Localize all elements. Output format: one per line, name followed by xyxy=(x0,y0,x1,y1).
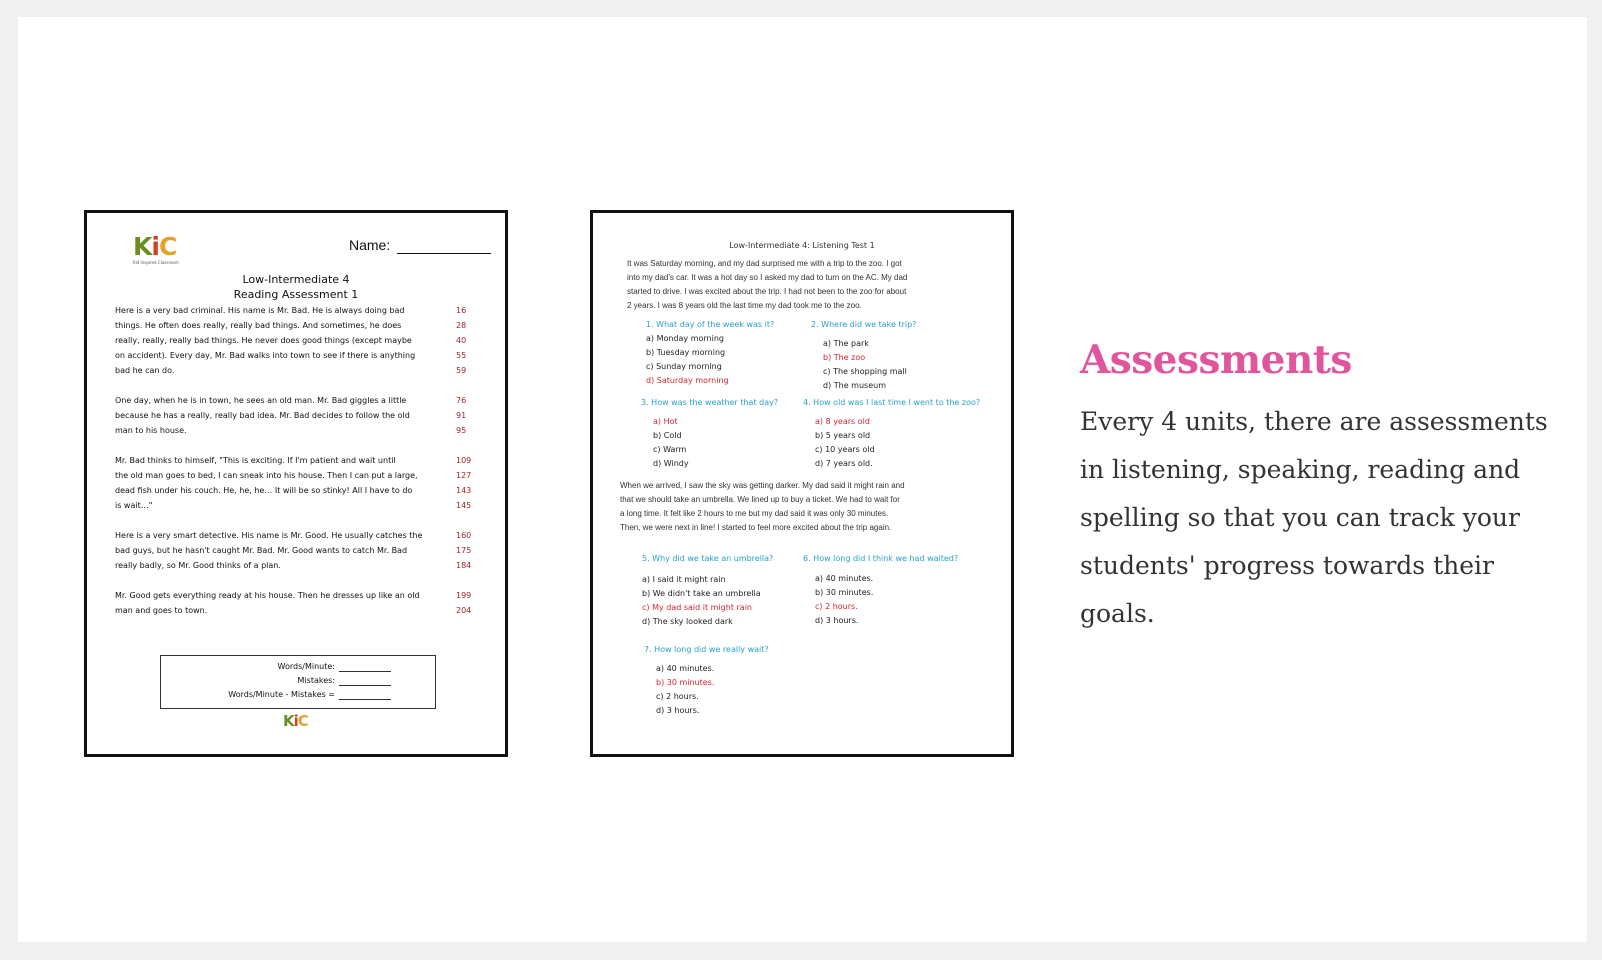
answer-option: a) Monday morning xyxy=(646,334,724,343)
reading-title-line-1: Low-Intermediate 4 xyxy=(242,273,350,286)
word-count: 184 xyxy=(456,561,472,570)
story-line: When we arrived, I saw the sky was getting darker. My dad said it might rain and xyxy=(620,481,905,490)
reading-line: bad guys, but he hasn't caught Mr. Bad. Mr. Good wants to catch Mr. Bad xyxy=(115,546,408,555)
reading-assessment-sheet xyxy=(84,210,508,757)
answer-option: d) 7 years old. xyxy=(815,459,873,468)
reading-line: man to his house. xyxy=(115,426,187,435)
answer-option: a) I said it might rain xyxy=(642,575,726,584)
feature-heading: Assessments xyxy=(1080,337,1352,383)
word-count: 59 xyxy=(456,366,467,375)
story-line: It was Saturday morning, and my dad surprised me with a trip to the zoo. I got xyxy=(627,259,902,268)
story-line: Then, we were next in line! I started to feel more excited about the trip again. xyxy=(620,523,892,532)
answer-option-correct: d) Saturday morning xyxy=(646,376,729,385)
answer-option: b) Cold xyxy=(653,431,682,440)
reading-line: Here is a very bad criminal. His name is Mr. Bad. He is always doing bad xyxy=(115,306,405,315)
word-count: 109 xyxy=(456,456,472,465)
word-count: 143 xyxy=(456,486,472,495)
story-line: started to drive. I was excited about the trip. I had not been to the zoo for about xyxy=(627,287,907,296)
answer-option: b) We didn't take an umbrella xyxy=(642,589,761,598)
answer-option: b) Tuesday morning xyxy=(646,348,726,357)
reading-sheet-title xyxy=(87,272,505,302)
answer-option: a) 40 minutes. xyxy=(815,574,874,583)
word-count: 145 xyxy=(456,501,472,510)
word-count: 175 xyxy=(456,546,472,555)
question-3: 3. How was the weather that day? xyxy=(641,398,779,407)
mistakes-label: Mistakes: xyxy=(297,676,335,685)
kic-logo: KiC Kid Inspired Classroom xyxy=(133,233,187,265)
words-per-minute-label: Words/Minute: xyxy=(277,662,335,671)
answer-option-correct: b) The zoo xyxy=(823,353,866,362)
net-score-label: Words/Minute - Mistakes = xyxy=(228,690,335,699)
answer-option: c) Warm xyxy=(653,445,687,454)
answer-option-correct: c) My dad said it might rain xyxy=(642,603,752,612)
reading-line: Here is a very smart detective. His name is Mr. Good. He usually catches the xyxy=(115,531,423,540)
story-paragraph-2 xyxy=(620,479,905,535)
question-1: 1. What day of the week was it? xyxy=(646,320,775,329)
name-blank-line xyxy=(397,253,491,254)
listening-sheet-title: Low-Intermediate 4: Listening Test 1 xyxy=(729,241,875,250)
listening-test-sheet xyxy=(590,210,1014,757)
kic-footer-logo: KiC xyxy=(283,712,308,730)
answer-option: c) 10 years old xyxy=(815,445,875,454)
answer-option-correct: b) 30 minutes. xyxy=(656,678,715,687)
answer-option-correct: c) 2 hours. xyxy=(815,602,858,611)
answer-option: b) 5 years old xyxy=(815,431,871,440)
word-count: 127 xyxy=(456,471,472,480)
word-count: 55 xyxy=(456,351,467,360)
answer-option: d) 3 hours. xyxy=(815,616,859,625)
word-count: 91 xyxy=(456,411,467,420)
reading-line: One day, when he is in town, he sees an old man. Mr. Bad giggles a little xyxy=(115,396,407,405)
question-2: 2. Where did we take trip? xyxy=(811,320,917,329)
word-count: 76 xyxy=(456,396,467,405)
word-count: 199 xyxy=(456,591,472,600)
answer-option: c) Sunday morning xyxy=(646,362,722,371)
reading-line: Mr. Bad thinks to himself, "This is exciting. If I'm patient and wait until xyxy=(115,456,396,465)
story-line: into my dad's car. It was a hot day so I asked my dad to turn on the AC. My dad xyxy=(627,273,908,282)
word-count: 40 xyxy=(456,336,467,345)
answer-option: b) 30 minutes. xyxy=(815,588,874,597)
answer-option: d) The museum xyxy=(823,381,886,390)
answer-option: d) 3 hours. xyxy=(656,706,700,715)
word-count: 28 xyxy=(456,321,467,330)
story-line: 2 years. I was 8 years old the last time my dad took me to the zoo. xyxy=(627,301,862,310)
answer-option: c) The shopping mall xyxy=(823,367,907,376)
reading-line: dead fish under his couch. He, he, he… It will be so stinky! All I have to do xyxy=(115,486,413,495)
word-count: 204 xyxy=(456,606,472,615)
reading-line: Mr. Good gets everything ready at his house. Then he dresses up like an old xyxy=(115,591,420,600)
answer-option-correct: a) Hot xyxy=(653,417,678,426)
word-count: 16 xyxy=(456,306,467,315)
answer-option-correct: a) 8 years old xyxy=(815,417,870,426)
question-5: 5. Why did we take an umbrella? xyxy=(642,554,774,563)
answer-option: a) 40 minutes. xyxy=(656,664,715,673)
question-7: 7. How long did we really wait? xyxy=(644,645,769,654)
answer-option: a) The park xyxy=(823,339,869,348)
reading-line: really, really, really bad things. He never does good things (except maybe xyxy=(115,336,412,345)
reading-line: really badly, so Mr. Good thinks of a plan. xyxy=(115,561,281,570)
logo-subtitle: Kid Inspired Classroom xyxy=(133,260,179,265)
score-box xyxy=(160,655,436,709)
question-6: 6. How long did I think we had waited? xyxy=(803,554,959,563)
answer-option: c) 2 hours. xyxy=(656,692,699,701)
name-label: Name: xyxy=(349,237,391,253)
score-blank xyxy=(339,671,391,672)
story-line: that we should take an umbrella. We lined up to buy a ticket. We had to wait for xyxy=(620,495,900,504)
question-4: 4. How old was I last time I went to the zoo? xyxy=(803,398,981,407)
story-paragraph-1 xyxy=(627,257,907,313)
reading-line: because he has a really, really bad idea. Mr. Bad decides to follow the old xyxy=(115,411,410,420)
word-count: 160 xyxy=(456,531,472,540)
score-blank xyxy=(339,685,391,686)
score-blank xyxy=(339,699,391,700)
story-line: a long time. It felt like 2 hours to me but my dad said it was only 30 minutes. xyxy=(620,509,889,518)
reading-line: on accident). Every day, Mr. Bad walks into town to see if there is anything xyxy=(115,351,416,360)
reading-line: things. He often does really, really bad things. And sometimes, he does xyxy=(115,321,402,330)
answer-option: d) The sky looked dark xyxy=(642,617,733,626)
word-count: 95 xyxy=(456,426,467,435)
feature-description: Every 4 units, there are assessments in listening, speaking, reading and spelling so that you can track your students' progress towards their goals. xyxy=(1080,407,1548,628)
reading-line: bad he can do. xyxy=(115,366,175,375)
reading-title-line-2: Reading Assessment 1 xyxy=(233,288,359,301)
answer-option: d) Windy xyxy=(653,459,689,468)
reading-line: is wait…" xyxy=(115,501,153,510)
reading-line: the old man goes to bed, I can sneak into his house. Then I can put a large, xyxy=(115,471,418,480)
reading-line: man and goes to town. xyxy=(115,606,208,615)
